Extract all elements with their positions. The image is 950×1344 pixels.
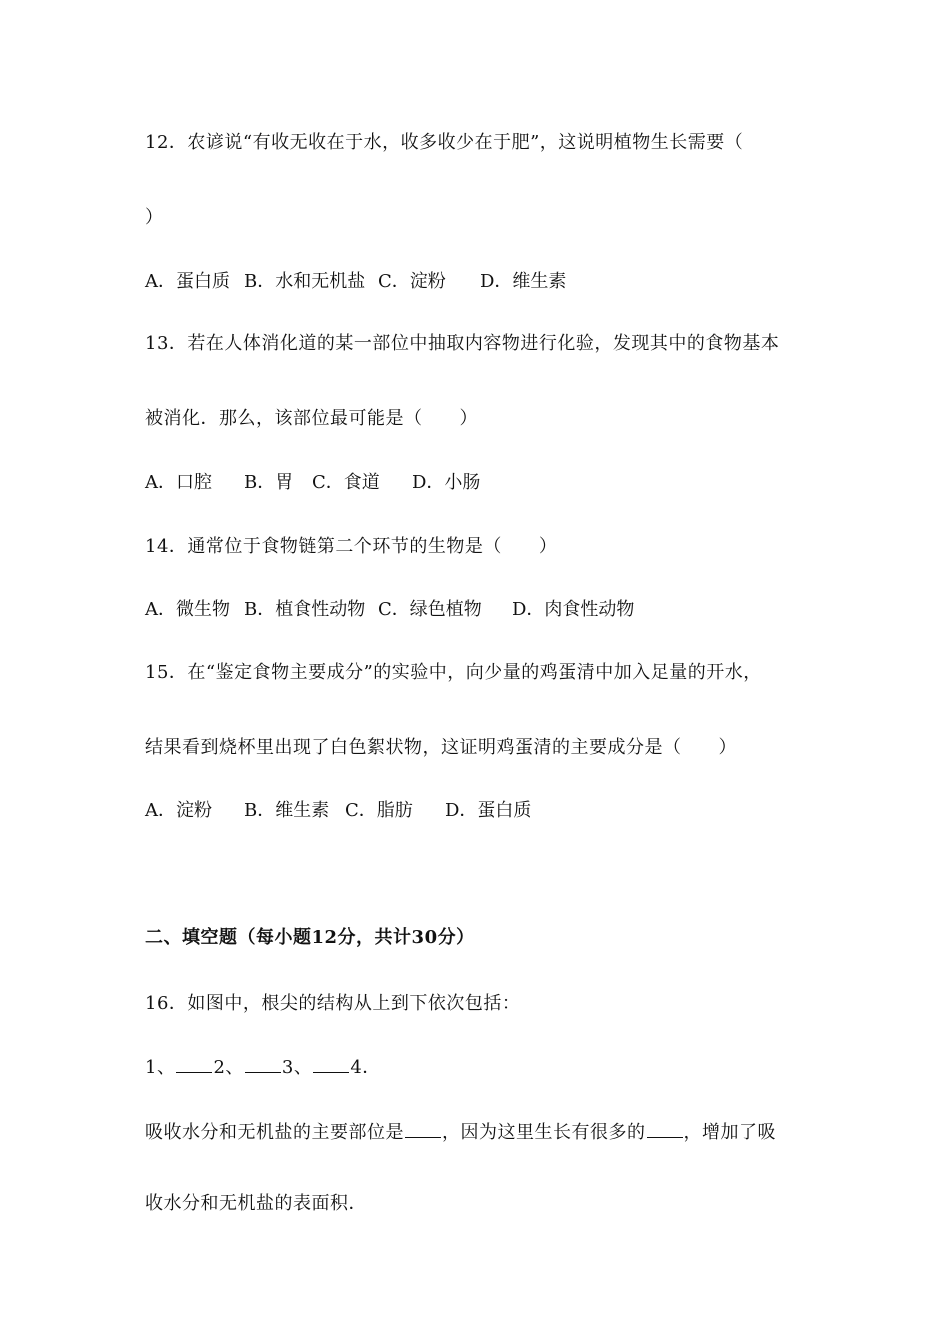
q16-fill-label-4: 4． bbox=[350, 1057, 381, 1078]
q14-option-d: D．肉食性动物 bbox=[512, 599, 635, 620]
q13-option-d: D．小肠 bbox=[412, 472, 481, 493]
q16-blank-1[interactable] bbox=[176, 1054, 212, 1073]
q16-line3-part3: ，增加了吸 bbox=[683, 1122, 776, 1143]
q15-option-b: B．维生素 bbox=[244, 800, 330, 821]
q16-fill-line bbox=[145, 1054, 381, 1080]
q14-option-c: C．绿色植物 bbox=[378, 599, 482, 620]
q13-option-b: B．胃 bbox=[244, 472, 294, 493]
q13-stem-line1: 13．若在人体消化道的某一部位中抽取内容物进行化验，发现其中的食物基本 bbox=[145, 333, 780, 354]
q15-option-a: A．淀粉 bbox=[145, 800, 212, 821]
q14-stem-line1: 14．通常位于食物链第二个环节的生物是（ ） bbox=[145, 536, 558, 557]
q13-option-a: A．口腔 bbox=[145, 472, 212, 493]
q15-stem-line2: 结果看到烧杯里出现了白色絮状物，这证明鸡蛋清的主要成分是（ ） bbox=[145, 737, 737, 758]
q16-stem-line1: 16．如图中，根尖的结构从上到下依次包括： bbox=[145, 993, 521, 1014]
q16-line4: 收水分和无机盐的表面积． bbox=[145, 1193, 367, 1214]
section-heading: 二、填空题（每小题12分，共计30分） bbox=[145, 927, 475, 948]
q16-blank-2[interactable] bbox=[245, 1054, 281, 1073]
q15-option-c: C．脂肪 bbox=[345, 800, 413, 821]
q15-option-d: D．蛋白质 bbox=[445, 800, 532, 821]
q16-fill-label-2: 2、 bbox=[213, 1057, 244, 1078]
q12-option-d: D．维生素 bbox=[480, 271, 567, 292]
q16-line3 bbox=[145, 1119, 776, 1145]
q16-fill-label-1: 1、 bbox=[145, 1057, 176, 1078]
q16-line3-part1: 吸收水分和无机盐的主要部位是 bbox=[145, 1122, 404, 1143]
q15-stem-line1: 15．在“鉴定食物主要成分”的实验中，向少量的鸡蛋清中加入足量的开水， bbox=[145, 662, 762, 683]
q16-blank-3[interactable] bbox=[313, 1054, 349, 1073]
q12-option-b: B．水和无机盐 bbox=[244, 271, 366, 292]
q12-stem-line1: 12．农谚说“有收无收在于水，收多收少在于肥”，这说明植物生长需要（ bbox=[145, 132, 744, 153]
q14-option-b: B．植食性动物 bbox=[244, 599, 366, 620]
q13-stem-line2: 被消化．那么，该部位最可能是（ ） bbox=[145, 408, 478, 429]
q12-option-a: A．蛋白质 bbox=[145, 271, 230, 292]
q16-line3-part2: ，因为这里生长有很多的 bbox=[442, 1122, 646, 1143]
q12-option-c: C．淀粉 bbox=[378, 271, 446, 292]
q16-blank-5[interactable] bbox=[647, 1119, 683, 1138]
q16-fill-label-3: 3、 bbox=[281, 1057, 313, 1078]
q12-stem-line2: ） bbox=[145, 207, 164, 228]
q13-option-c: C．食道 bbox=[312, 472, 380, 493]
q14-option-a: A．微生物 bbox=[145, 599, 230, 620]
q16-blank-4[interactable] bbox=[405, 1119, 441, 1138]
